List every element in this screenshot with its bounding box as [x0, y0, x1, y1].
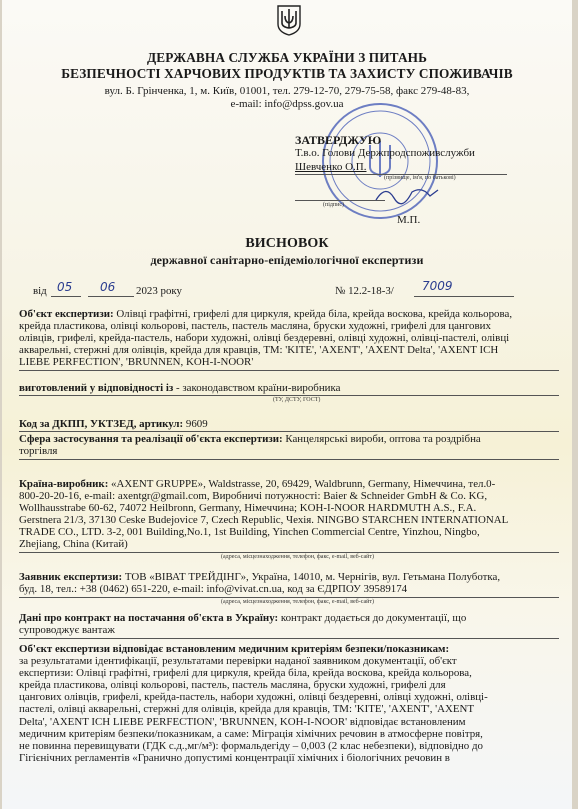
- header-email: e-mail: info@dpss.gov.ua: [230, 98, 344, 110]
- approval-role: Т.в.о. Голови Держпродспоживслужби: [295, 147, 475, 159]
- scope-section: Сфера застосування та реалізації об'єкта експертизи: Канцелярські вироби, оптова та роздрібна торгівля: [19, 433, 481, 458]
- document-number-prefix: № 12.2-18-3/: [335, 285, 394, 297]
- conclusion-title: ВИСНОВОК: [245, 236, 329, 251]
- signature-icon: [372, 180, 442, 208]
- conclusion-subtitle: державної санітарно-епідеміологічної експертизи: [150, 253, 424, 267]
- approval-name-caption: (прізвище, ім'я, по батькові): [384, 175, 456, 181]
- approval-name: Шевченко О.П.: [295, 161, 367, 173]
- date-prefix: від: [33, 285, 47, 297]
- date-month: 06: [100, 280, 116, 294]
- approval-mp: М.П.: [397, 214, 421, 226]
- header-address: вул. Б. Грінченка, 1, м. Київ, 01001, тел. 279-12-70, 279-75-58, факс 279-48-83,: [104, 85, 470, 97]
- object-section: Об'єкт експертизи: Олівці графітні, грифелі для циркуля, крейда біла, крейда воскова, крейда кольорова, крейда пластикова, олівці кольорові, пастель, пастель масляна, бруски художні, грифелі для цангових олівців, грифелі, крейда-пастель, набори художні, олівці бездеревні, олівці художні, олівці-пастелі, олівці акварельні, стержні для олівців, крейда для кравців, ТМ: 'KITE', 'AXENT', 'AXENT Delta', 'AXENT ICH LIEBE PERFECTION', 'BRUNNEN, KOH-I-NOOR': [19, 308, 513, 369]
- country-section: Країна-виробник: «AXENT GRUPPE», Waldstrasse, 20, 69429, Waldbrunn, Germany, Німеччина, тел.0- 800-20-20-16, e-mail: axentgr@gmail.com, Виробничі потужності: Baier & Schneider GmbH & Co. KG, Wollhausstrabe 60-62, 74072 Heilbronn, Germany, Німеччина; KOH-I-NOOR HARDMUTH A.S., F.A. Gerstnera 21/3, 37130 Ceske Budejovice 7, Czech Republic, Чехія. NINGBO STARCHEN INTERNATIONAL TRADE CO., LTD. 3-2, 001 Building,No.1, 1st Building, Yinchen Commercial Centre, Yinzhou, Ningbo, Zhejiang, China (Китай): [19, 478, 509, 551]
- object-label: Об'єкт експертизи:: [19, 308, 114, 320]
- trident-emblem-icon: [276, 4, 302, 36]
- code-section: Код за ДКПП, УКТЗЕД, артикул: 9609: [19, 418, 208, 430]
- made-section: виготовлений у відповідності із - законодавством країни-виробника: [19, 382, 341, 394]
- header-line-2: БЕЗПЕЧНОСТІ ХАРЧОВИХ ПРОДУКТІВ ТА ЗАХИСТУ СПОЖИВАЧІВ: [61, 66, 513, 81]
- document-number: 7009: [422, 279, 453, 293]
- header-line-1: ДЕРЖАВНА СЛУЖБА УКРАЇНИ З ПИТАНЬ: [147, 50, 427, 65]
- applicant-caption: (адреса, місцезнаходження, телефон, факс, e-mail, веб-сайт): [221, 599, 374, 605]
- document-page: [2, 0, 572, 809]
- country-caption: (адреса, місцезнаходження, телефон, факс, e-mail, веб-сайт): [221, 554, 374, 560]
- date-day: 05: [57, 280, 73, 294]
- criteria-section: Об'єкт експертизи відповідає встановленим медичним критеріям безпеки/показникам: за результатами ідентифікації, результатами перевірки наданої заявником документації, об'єкт експертизи: Олівці графітні, грифелі для циркуля, крейда біла, крейда воскова, крейда кольорова, крейда пластикова, олівці кольорові, пастель, пастель масляна, бруски художні, грифелі для цангових олівців, грифелі, крейда-пастель, набори художні, олівці бездеревні, олівці художні, олівці- пастелі, олівці акварельні, стержні для олівців, крейда для кравців, ТМ: 'KITE', 'AXENT', 'AXENT Delta', 'AXENT ICH LIEBE PERFECTION', 'BRUNNEN, KOH-I-NOOR' відповідає встановленим медичним критеріям безпеки/показникам, а саме: Міграція хімічних речовин в атмосферне повітря, не повинна перевищувати (ГДК с.д.,мг/м³): формальдегіду – 0,003 (2 клас небезпеки), відповідно до Гігієнічних регламентів «Гранично допустимі концентрації хімічних і біологічних речовин в: [19, 643, 488, 764]
- contract-section: Дані про контракт на постачання об'єкта в Україну: контракт додається до документації, що супроводжує вантаж: [19, 612, 467, 637]
- approval-title: ЗАТВЕРДЖУЮ: [295, 133, 382, 147]
- applicant-section: Заявник експертизи: ТОВ «ВІВАТ ТРЕЙДІНГ», Україна, 14010, м. Чернігів, вул. Гетьмана Полуботка, буд. 18, тел.: +38 (0462) 651-220, e-mail: info@vivat.cn.ua, код за ЄДРПОУ 39589174: [19, 571, 501, 596]
- approval-sign-caption: (підпис): [323, 202, 345, 208]
- made-caption: (ТУ, ДСТУ, ГОСТ): [273, 397, 321, 403]
- date-year: 2023 року: [136, 285, 182, 297]
